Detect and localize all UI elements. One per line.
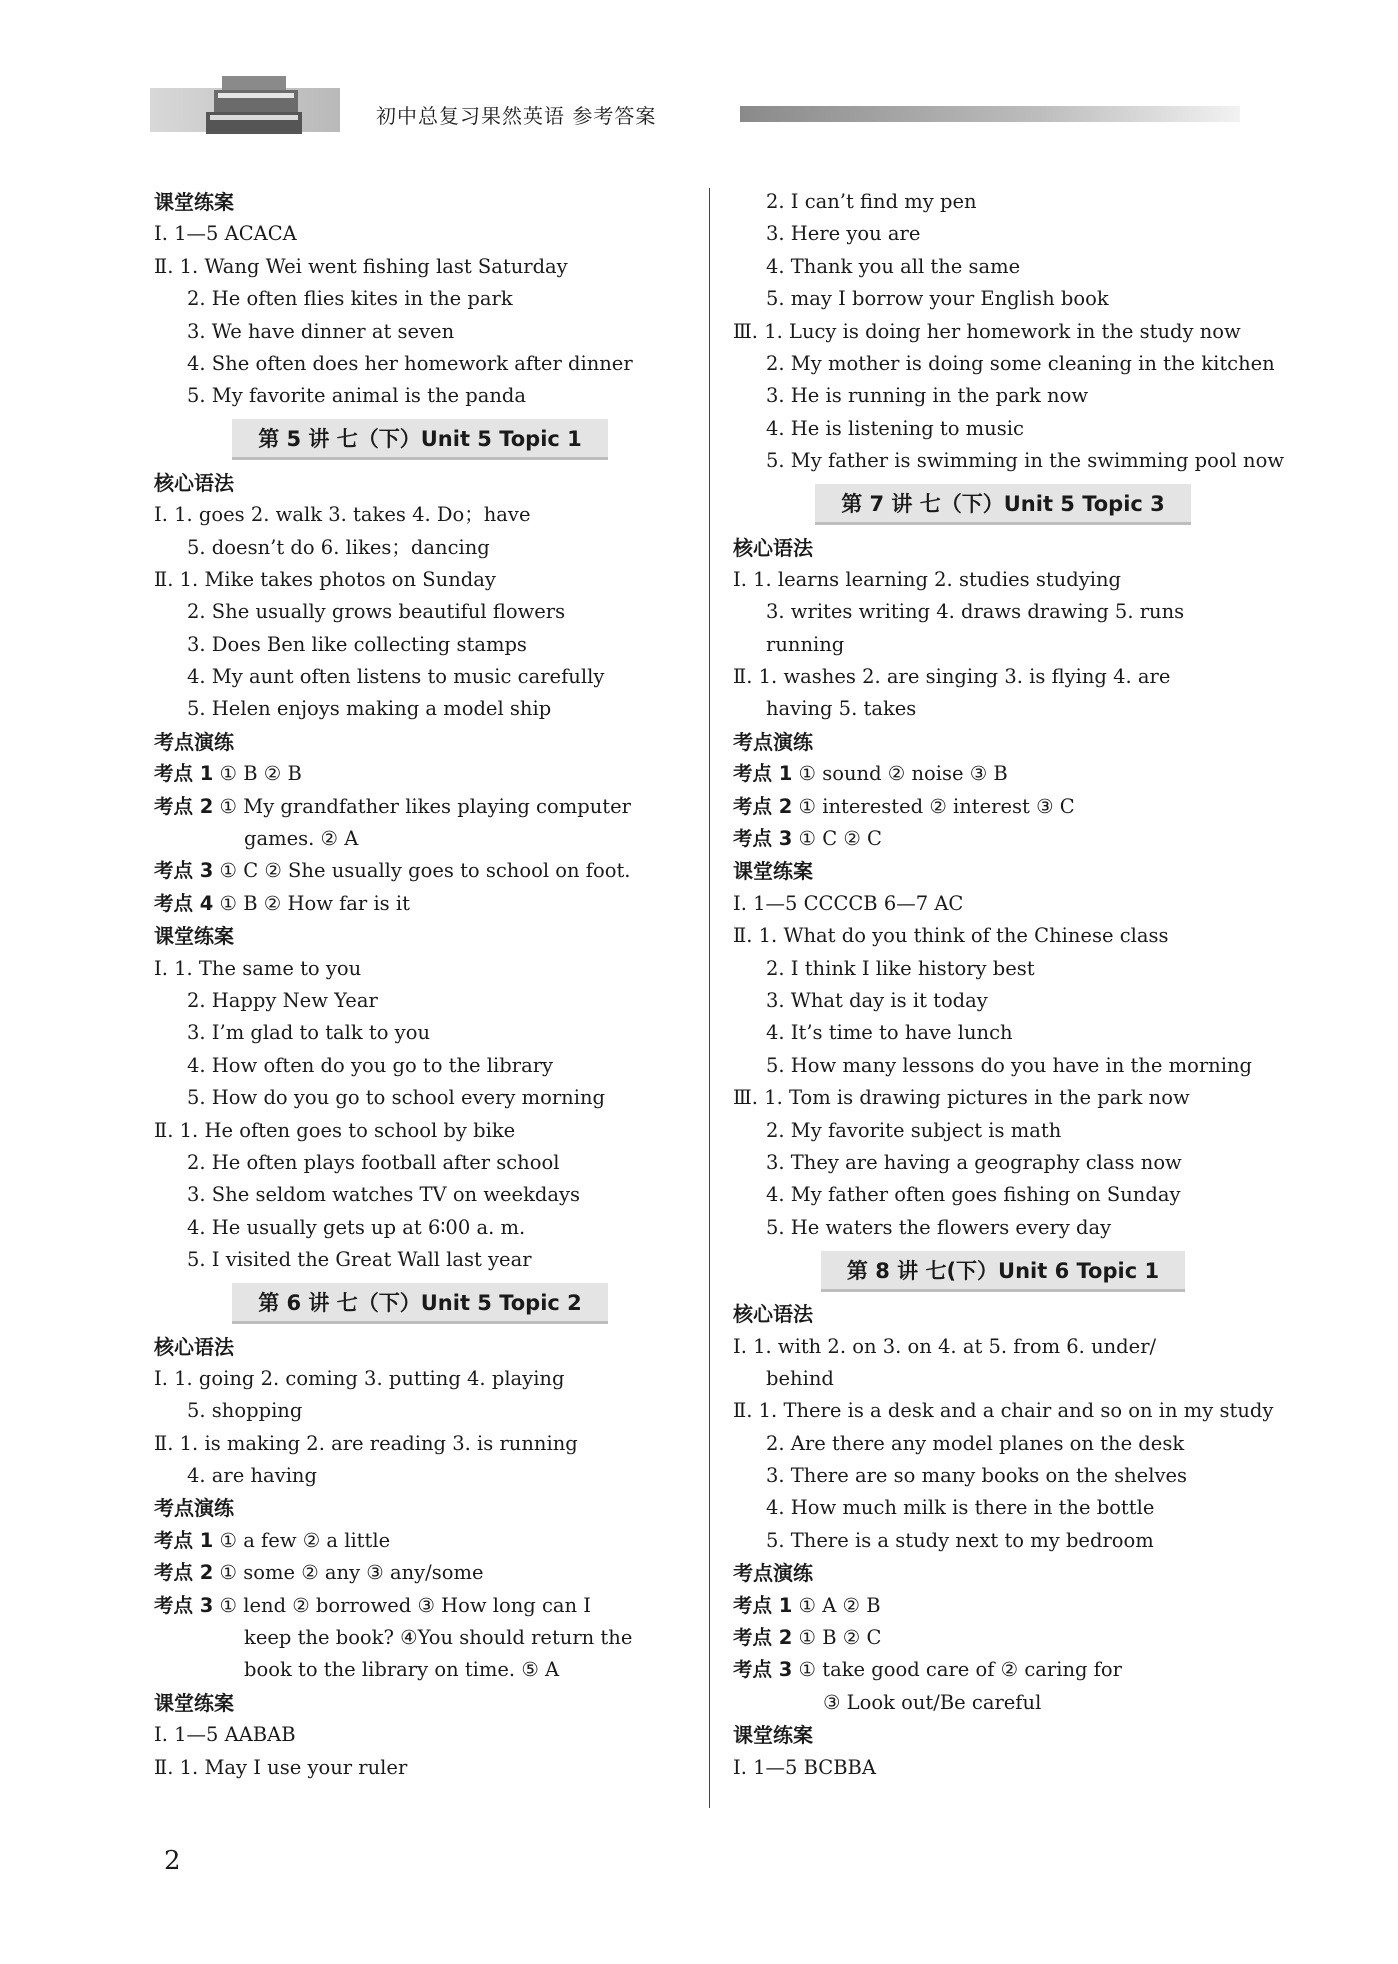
page-number: 2 bbox=[164, 1846, 181, 1876]
answer-line bbox=[154, 791, 686, 823]
answer-line bbox=[733, 1654, 1273, 1686]
answer-line: 4. She often does her homework after dinner bbox=[187, 351, 633, 375]
answer-line: Ⅱ. 1. He often goes to school by bike bbox=[154, 1118, 516, 1142]
section-heading: 考点演练 bbox=[733, 1561, 813, 1586]
answer-line: 2. Are there any model planes on the desk bbox=[766, 1431, 1185, 1455]
answer-line: Ⅰ. 1. with 2. on 3. on 4. at 5. from 6. under/ bbox=[733, 1334, 1157, 1358]
answer-line: ③ Look out/Be careful bbox=[823, 1690, 1042, 1714]
answer-line: 4. How much milk is there in the bottle bbox=[766, 1496, 1155, 1520]
answer-line: 4. Thank you all the same bbox=[766, 254, 1021, 278]
point-label: 考点 1 bbox=[154, 1528, 214, 1552]
point-label: 考点 2 bbox=[733, 1626, 793, 1650]
section-heading: 核心语法 bbox=[733, 535, 813, 560]
answer-line: 2. He often plays football after school bbox=[187, 1150, 560, 1174]
answer-line bbox=[733, 1590, 1273, 1622]
answer-line: 3. We have dinner at seven bbox=[187, 319, 455, 343]
point-answer: ① C ② C bbox=[792, 827, 882, 851]
point-label: 考点 2 bbox=[154, 794, 214, 818]
answer-line: 4. How often do you go to the library bbox=[187, 1053, 554, 1077]
point-label: 考点 3 bbox=[154, 1593, 214, 1617]
answer-line: 3. writes writing 4. draws drawing 5. runs bbox=[766, 600, 1185, 624]
section-heading: 课堂练案 bbox=[154, 924, 234, 949]
answer-line: 5. There is a study next to my bedroom bbox=[766, 1528, 1154, 1552]
answer-line: 5. My father is swimming in the swimming pool now bbox=[766, 449, 1285, 473]
section-heading: 课堂练案 bbox=[154, 1690, 234, 1715]
answer-line: running bbox=[766, 632, 845, 656]
answer-line: 3. Does Ben like collecting stamps bbox=[187, 632, 527, 656]
answer-line: Ⅰ. 1. The same to you bbox=[154, 956, 362, 980]
answer-line: behind bbox=[766, 1366, 834, 1390]
point-label: 考点 2 bbox=[733, 794, 793, 818]
point-answer: ① My grandfather likes playing computer bbox=[213, 794, 631, 818]
section-heading: 考点演练 bbox=[154, 1496, 234, 1521]
section-heading: 核心语法 bbox=[154, 470, 234, 495]
answer-line bbox=[154, 1525, 686, 1557]
answer-line: 3. What day is it today bbox=[766, 988, 988, 1012]
point-label: 考点 3 bbox=[154, 859, 214, 883]
point-answer: ① a few ② a little bbox=[213, 1528, 391, 1552]
answer-line: 2. I think I like history best bbox=[766, 956, 1035, 980]
answer-line: 3. Here you are bbox=[766, 222, 921, 246]
point-label: 考点 1 bbox=[733, 762, 793, 786]
answer-line: 5. How do you go to school every morning bbox=[187, 1086, 605, 1110]
point-label: 考点 3 bbox=[733, 1658, 793, 1682]
answer-line bbox=[154, 1557, 686, 1589]
answer-line: 2. My mother is doing some cleaning in the kitchen bbox=[766, 351, 1275, 375]
lecture-banner bbox=[154, 1280, 686, 1328]
answer-line: Ⅲ. 1. Lucy is doing her homework in the study now bbox=[733, 319, 1241, 343]
answer-line: Ⅰ. 1. goes 2. walk 3. takes 4. Do；have bbox=[154, 503, 531, 527]
answer-line: Ⅱ. 1. There is a desk and a chair and so on in my study bbox=[733, 1399, 1274, 1423]
answer-line: 5. may I borrow your English book bbox=[766, 287, 1109, 311]
answer-line: Ⅱ. 1. is making 2. are reading 3. is running bbox=[154, 1431, 578, 1455]
answer-line: games. ② A bbox=[244, 827, 359, 851]
answer-line: Ⅰ. 1. learns learning 2. studies studying bbox=[733, 567, 1122, 591]
answer-line bbox=[154, 888, 686, 920]
point-answer: ① some ② any ③ any/some bbox=[213, 1561, 484, 1585]
answer-line: 4. are having bbox=[187, 1464, 317, 1488]
answer-line: Ⅲ. 1. Tom is drawing pictures in the park now bbox=[733, 1086, 1190, 1110]
answer-line: I. 1—5 BCBBA bbox=[733, 1755, 876, 1779]
answer-line: 5. How many lessons do you have in the morning bbox=[766, 1053, 1253, 1077]
answer-line bbox=[154, 1590, 686, 1622]
answer-line: Ⅰ. 1—5 CCCCB 6—7 AC bbox=[733, 891, 964, 915]
answer-line: Ⅱ. 1. Wang Wei went fishing last Saturday bbox=[154, 254, 568, 278]
answer-line: keep the book? ④You should return the bbox=[244, 1626, 633, 1650]
answer-line: Ⅱ. 1. May I use your ruler bbox=[154, 1755, 408, 1779]
point-answer: ① B ② C bbox=[792, 1626, 882, 1650]
answer-line: 3. He is running in the park now bbox=[766, 384, 1089, 408]
point-answer: ① interested ② interest ③ C bbox=[792, 794, 1075, 818]
point-answer: ① B ② B bbox=[213, 762, 302, 786]
page-header bbox=[0, 0, 1398, 150]
answer-line bbox=[733, 758, 1273, 790]
point-answer: ① take good care of ② caring for bbox=[792, 1658, 1122, 1682]
answer-line: 4. He is listening to music bbox=[766, 416, 1024, 440]
answer-line: 2. She usually grows beautiful flowers bbox=[187, 600, 566, 624]
point-label: 考点 3 bbox=[733, 827, 793, 851]
answer-line: book to the library on time. ⑤ A bbox=[244, 1658, 560, 1682]
answer-line: 5. shopping bbox=[187, 1399, 303, 1423]
section-heading: 考点演练 bbox=[733, 729, 813, 754]
answer-line: Ⅰ. 1. going 2. coming 3. putting 4. playing bbox=[154, 1366, 565, 1390]
point-answer: ① sound ② noise ③ B bbox=[792, 762, 1008, 786]
answer-line: 4. He usually gets up at 6∶00 a. m. bbox=[187, 1215, 526, 1239]
answer-line: Ⅱ. 1. What do you think of the Chinese class bbox=[733, 924, 1169, 948]
book-stack-icon bbox=[200, 72, 310, 142]
lecture-title: 第 7 讲 七（下）Unit 5 Topic 3 bbox=[815, 484, 1191, 525]
point-label: 考点 1 bbox=[733, 1593, 793, 1617]
lecture-banner bbox=[154, 416, 686, 464]
column-divider bbox=[709, 188, 710, 1808]
answer-line: 2. He often flies kites in the park bbox=[187, 287, 513, 311]
answer-line: 5. He waters the flowers every day bbox=[766, 1215, 1112, 1239]
header-gradient-bar bbox=[740, 106, 1240, 122]
point-label: 考点 2 bbox=[154, 1561, 214, 1585]
answer-line bbox=[733, 791, 1273, 823]
answer-line: 2. My favorite subject is math bbox=[766, 1118, 1062, 1142]
answer-line bbox=[733, 1622, 1273, 1654]
section-heading: 考点演练 bbox=[154, 729, 234, 754]
header-title: 初中总复习果然英语 参考答案 bbox=[376, 104, 657, 128]
answer-line: 3. I’m glad to talk to you bbox=[187, 1021, 430, 1045]
answer-line: 3. She seldom watches TV on weekdays bbox=[187, 1183, 581, 1207]
point-answer: ① lend ② borrowed ③ How long can I bbox=[213, 1593, 591, 1617]
right-column bbox=[733, 186, 1285, 1784]
answer-line: 2. I can’t find my pen bbox=[766, 190, 977, 213]
left-column bbox=[154, 186, 686, 1784]
answer-line: 5. doesn’t do 6. likes；dancing bbox=[187, 535, 490, 559]
lecture-title: 第 8 讲 七(下）Unit 6 Topic 1 bbox=[821, 1251, 1185, 1292]
answer-line: 3. There are so many books on the shelves bbox=[766, 1464, 1188, 1488]
answer-line bbox=[733, 823, 1273, 855]
point-answer: ① B ② How far is it bbox=[213, 891, 410, 915]
point-label: 考点 1 bbox=[154, 762, 214, 786]
answer-line: 5. Helen enjoys making a model ship bbox=[187, 697, 552, 721]
section-heading: 核心语法 bbox=[154, 1334, 234, 1359]
lecture-banner bbox=[733, 1247, 1273, 1295]
answer-line: Ⅰ. 1—5 AABAB bbox=[154, 1723, 296, 1747]
answer-line: 4. My aunt often listens to music carefully bbox=[187, 665, 605, 689]
section-heading: 课堂练案 bbox=[733, 1723, 813, 1748]
point-answer: ① C ② She usually goes to school on foot. bbox=[213, 859, 631, 883]
answer-line: 5. I visited the Great Wall last year bbox=[187, 1248, 532, 1272]
answer-line: Ⅱ. 1. washes 2. are singing 3. is flying 4. are bbox=[733, 665, 1171, 689]
answer-line: having 5. takes bbox=[766, 697, 917, 721]
lecture-title: 第 5 讲 七（下）Unit 5 Topic 1 bbox=[232, 419, 608, 460]
answer-line: 5. My favorite animal is the panda bbox=[187, 384, 527, 408]
section-heading: 核心语法 bbox=[733, 1302, 813, 1327]
section-heading: 课堂练案 bbox=[733, 859, 813, 884]
answer-line: 4. My father often goes fishing on Sunday bbox=[766, 1183, 1181, 1207]
point-label: 考点 4 bbox=[154, 891, 214, 915]
answer-line: I. 1—5 ACACA bbox=[154, 222, 297, 246]
answer-line bbox=[154, 758, 686, 790]
answer-line bbox=[154, 855, 686, 887]
answer-line: Ⅱ. 1. Mike takes photos on Sunday bbox=[154, 567, 496, 591]
lecture-banner bbox=[733, 481, 1273, 529]
answer-line: 2. Happy New Year bbox=[187, 988, 378, 1012]
lecture-title: 第 6 讲 七（下）Unit 5 Topic 2 bbox=[232, 1283, 608, 1324]
answer-line: 3. They are having a geography class now bbox=[766, 1150, 1182, 1174]
section-heading: 课堂练案 bbox=[154, 190, 234, 214]
answer-line: 4. It’s time to have lunch bbox=[766, 1021, 1013, 1045]
point-answer: ① A ② B bbox=[792, 1593, 881, 1617]
